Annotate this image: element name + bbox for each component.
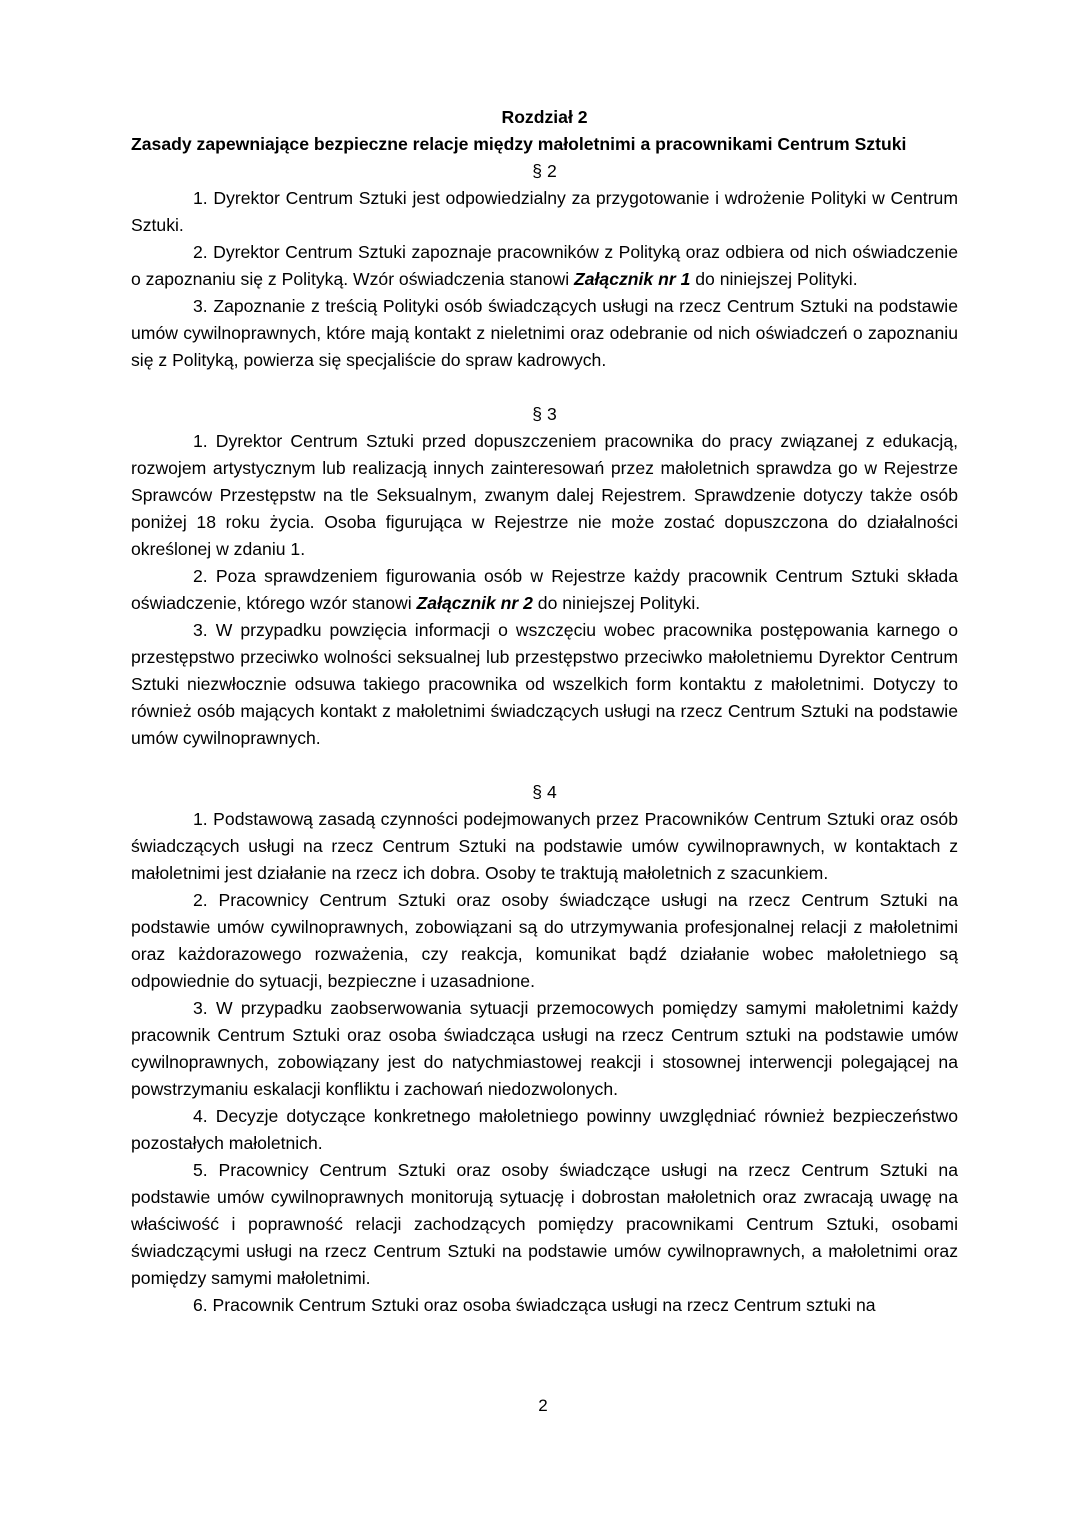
paragraph: 3. W przypadku powzięcia informacji o wszczęciu wobec pracownika postępowania karnego o przestępstwo przeciwko wolności seksualnej lub przestępstwo przeciwko małoletniemu Dyrektor Centrum Sztuki niezwłocznie odsuwa takiego pracownika od wszelkich form kontaktu z małoletnimi. Dotyczy to również osób mających kontakt z małoletnimi świadczących usługi na rzecz Centrum Sztuki na podstawie umów cywilnoprawnych. bbox=[131, 620, 958, 748]
paragraph bbox=[131, 239, 958, 293]
document-page bbox=[131, 104, 958, 1319]
paragraph: 1. Podstawową zasadą czynności podejmowanych przez Pracowników Centrum Sztuki oraz osób świadczących usługi na rzecz Centrum Sztuki na podstawie umów cywilnoprawnych, w kontaktach z małoletnimi jest działanie na rzecz ich dobra. Osoby te traktują małoletnich z szacunkiem. bbox=[131, 809, 958, 883]
paragraph-text: 2. Dyrektor Centrum Sztuki zapoznaje pracowników z Polityką oraz odbiera od nich oświadczenie o zapoznaniu się z Polityką. Wzór oświadczenia stanowi bbox=[131, 242, 958, 289]
section-sign: § 2 bbox=[532, 161, 557, 181]
paragraph: 3. W przypadku zaobserwowania sytuacji przemocowych pomiędzy samymi małoletnimi każdy pracownik Centrum Sztuki oraz osoba świadcząca usługi na rzecz Centrum sztuki na podstawie umów cywilnoprawnych, zobowiązany jest do natychmiastowej reakcji i stosownej interwencji polegającej na powstrzymaniu eskalacji konfliktu i zachowań niedozwolonych. bbox=[131, 998, 958, 1099]
attachment-reference: Załącznik nr 2 bbox=[416, 593, 533, 613]
paragraph: 4. Decyzje dotyczące konkretnego małoletniego powinny uwzględniać również bezpieczeństwo pozostałych małoletnich. bbox=[131, 1106, 958, 1153]
section-sign: § 4 bbox=[532, 782, 557, 802]
section-2 bbox=[131, 158, 958, 374]
paragraph: 3. Zapoznanie z treścią Polityki osób świadczących usługi na rzecz Centrum Sztuki na podstawie umów cywilnoprawnych, które mają kontakt z nieletnimi oraz odebranie od nich oświadczeń o zapoznaniu się z Polityką, powierza się specjaliście do spraw kadrowych. bbox=[131, 296, 958, 370]
paragraph: 5. Pracownicy Centrum Sztuki oraz osoby świadczące usługi na rzecz Centrum Sztuki na podstawie umów cywilnoprawnych monitorują sytuację i dobrostan małoletnich oraz zwracają uwagę na właściwość i poprawność relacji zachodzących pomiędzy pracownikami Centrum Sztuki, osobami świadczącymi usługi na rzecz Centrum Sztuki na podstawie umów cywilnoprawnych, a małoletnimi oraz pomiędzy samymi małoletnimi. bbox=[131, 1160, 958, 1288]
paragraph: 6. Pracownik Centrum Sztuki oraz osoba świadcząca usługi na rzecz Centrum sztuki na bbox=[193, 1295, 876, 1315]
paragraph: 2. Pracownicy Centrum Sztuki oraz osoby świadczące usługi na rzecz Centrum Sztuki na podstawie umów cywilnoprawnych, zobowiązani są do utrzymywania profesjonalnej relacji z małoletnimi oraz każdorazowego rozważenia, czy reakcja, komunikat bądź działanie wobec małoletniego są odpowiednie do sytuacji, bezpieczne i uzasadnione. bbox=[131, 890, 958, 991]
chapter-heading: Rozdział 2 bbox=[501, 107, 588, 127]
paragraph-text: 2. Poza sprawdzeniem figurowania osób w Rejestrze każdy pracownik Centrum Sztuki składa oświadczenie, którego wzór stanowi bbox=[131, 566, 958, 613]
section-3 bbox=[131, 401, 958, 752]
paragraph: 1. Dyrektor Centrum Sztuki przed dopuszczeniem pracownika do pracy związanej z edukacją, rozwojem artystycznym lub realizacją innych zainteresowań przez małoletnich sprawdza go w Rejestrze Sprawców Przestępstw na tle Seksualnym, zwanym dalej Rejestrem. Sprawdzenie dotyczy także osób poniżej 18 roku życia. Osoba figurująca w Rejestrze nie może zostać dopuszczona do działalności określonej w zdaniu 1. bbox=[131, 431, 958, 559]
section-sign: § 3 bbox=[532, 404, 557, 424]
attachment-reference: Załącznik nr 1 bbox=[574, 269, 691, 289]
paragraph bbox=[131, 563, 958, 617]
page-number: 2 bbox=[538, 1396, 548, 1415]
section-4 bbox=[131, 779, 958, 1319]
chapter-title: Zasady zapewniające bezpieczne relacje między małoletnimi a pracownikami Centrum Sztuki bbox=[131, 134, 907, 154]
spacer bbox=[131, 374, 958, 401]
paragraph-text: do niniejszej Polityki. bbox=[532, 593, 701, 613]
spacer bbox=[131, 752, 958, 779]
paragraph: 1. Dyrektor Centrum Sztuki jest odpowiedzialny za przygotowanie i wdrożenie Polityki w Centrum Sztuki. bbox=[131, 188, 958, 235]
paragraph-text: do niniejszej Polityki. bbox=[690, 269, 858, 289]
